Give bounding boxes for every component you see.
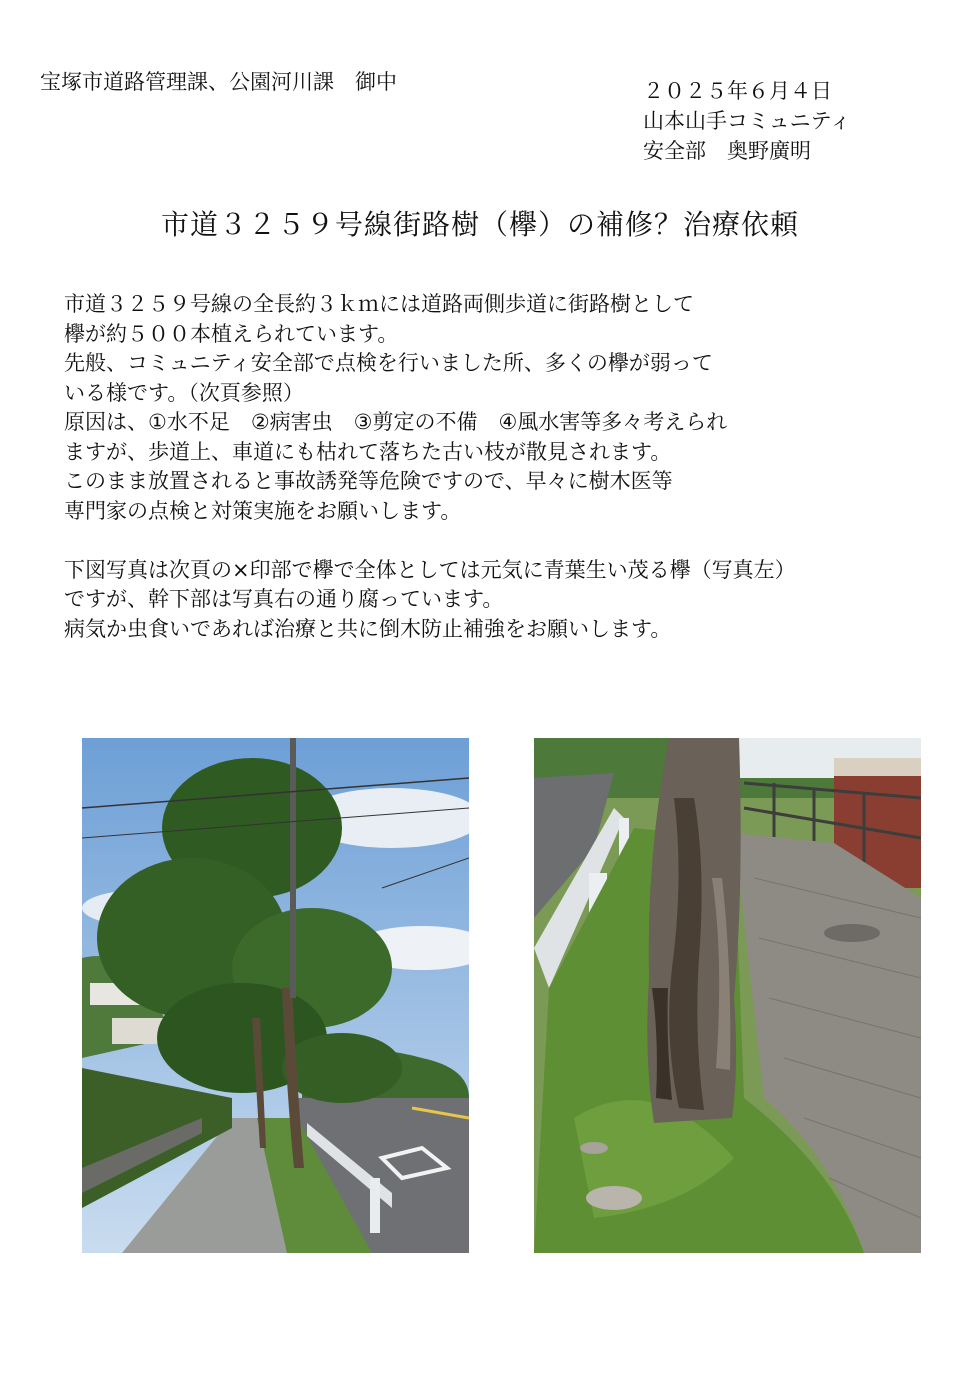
organization: 山本山手コミュニティ <box>643 109 851 133</box>
photo-rotten-trunk <box>534 738 921 1253</box>
street-photo-illustration <box>82 738 469 1253</box>
body-line: 先般、コミュニティ安全部で点検を行いました所、多くの欅が弱って <box>64 351 713 375</box>
date: ２０２５年６月４日 <box>643 79 832 103</box>
photo-street-trees <box>82 738 469 1253</box>
body-line: 下図写真は次頁の×印部で欅で全体としては元気に青葉生い茂る欅（写真左） <box>64 557 796 582</box>
body-line: ますが、歩道上、車道にも枯れて落ちた古い枝が散見されます。 <box>64 439 672 464</box>
trunk-photo-illustration <box>534 738 921 1253</box>
body-line: いる様です。（次頁参照） <box>64 380 304 405</box>
body-line: 専門家の点検と対策実施をお願いします。 <box>64 498 462 523</box>
addressee: 宝塚市道路管理課、公園河川課 御中 <box>40 70 397 94</box>
body-line: このまま放置されると事故誘発等危険ですので、早々に樹木医等 <box>64 469 673 493</box>
body-line: 市道３２５９号線の全長約３ｋｍには道路両側歩道に街路樹として <box>64 292 694 316</box>
sender: 安全部 奥野廣明 <box>643 139 811 163</box>
page-title: 市道３２５９号線街路樹（欅）の補修？治療依頼 <box>160 208 799 241</box>
letter-body <box>64 290 796 644</box>
paragraph-gap <box>64 526 796 556</box>
body-line: 欅が約５００本植えられています。 <box>64 321 399 346</box>
body-line: ですが、幹下部は写真右の通り腐っています。 <box>64 587 504 611</box>
body-line: 病気か虫食いであれば治療と共に倒木防止補強をお願いします。 <box>64 616 672 641</box>
sender-block <box>643 76 851 166</box>
body-line: 原因は、①水不足 ②病害虫 ③剪定の不備 ④風水害等多々考えられ <box>64 410 728 434</box>
